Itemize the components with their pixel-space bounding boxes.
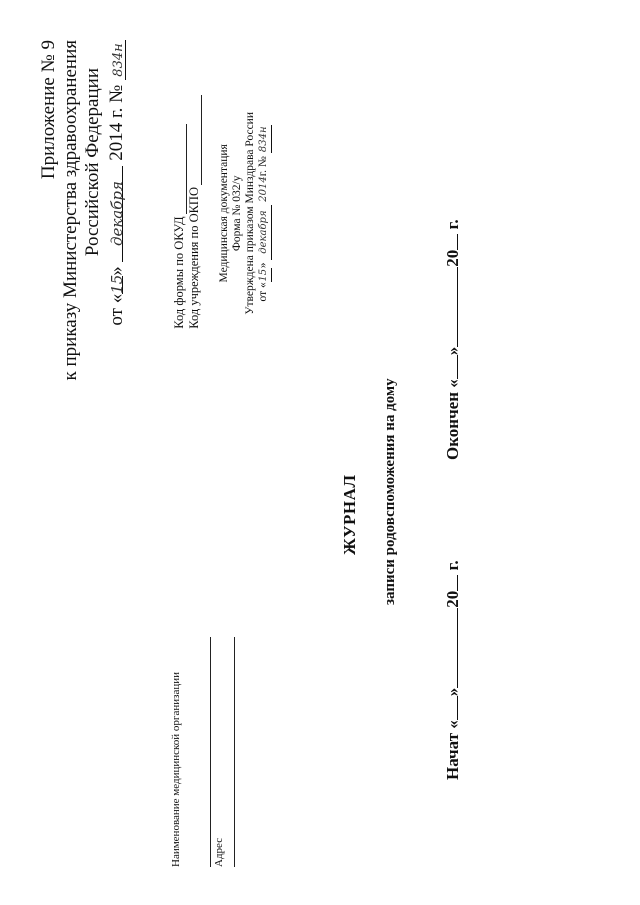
- medical-day-handwritten: 15: [257, 268, 272, 282]
- appendix-date-row: [106, 40, 128, 326]
- form-number: Форма № 032/у: [231, 175, 243, 252]
- okud-label: Код формы по ОКУД: [172, 216, 186, 329]
- medical-year-handwritten: 2014: [258, 176, 269, 202]
- medical-month-handwritten: декабря: [257, 205, 272, 260]
- address-line: [234, 637, 235, 867]
- appendix-day-handwritten: 15: [108, 274, 126, 294]
- journal-subtitle: записи родовспоможения на дому: [382, 378, 398, 605]
- organization-name-label: Наименование медицинской организации: [170, 672, 182, 867]
- journal-title: ЖУРНАЛ: [340, 474, 359, 555]
- appendix-title: Приложение № 9: [38, 40, 59, 180]
- appendix-month-handwritten: декабря: [108, 166, 123, 262]
- appendix-year-text: 2014 г. №: [106, 84, 127, 161]
- organization-name-line: [210, 637, 211, 867]
- address-label: Адрес: [213, 837, 225, 867]
- medical-doc-label: Медицинская документация: [218, 144, 230, 283]
- medical-date-row: от «15» декабря 2014г. № 834н: [257, 112, 272, 315]
- appendix-date-prefix: от «: [106, 293, 127, 326]
- okpo-field: [189, 95, 202, 185]
- appendix-federation-line: Российской Федерации: [82, 68, 103, 257]
- journal-end-date: Окончен «»20 г.: [443, 219, 462, 460]
- okud-field: [174, 124, 187, 214]
- medical-documentation-block: [218, 112, 272, 315]
- form-codes: [172, 95, 202, 329]
- medical-number-handwritten: 834н: [257, 125, 272, 153]
- okpo-label: Код учреждения по ОКПО: [187, 187, 201, 329]
- approved-by: Утверждена приказом Минздрава России: [244, 112, 256, 315]
- appendix-number-handwritten: 834н: [111, 40, 126, 80]
- appendix-date-mid: »: [106, 266, 127, 276]
- appendix-order-line: к приказу Министерства здравоохранения: [60, 40, 81, 381]
- journal-start-date: Начат «»20 г.: [443, 560, 462, 780]
